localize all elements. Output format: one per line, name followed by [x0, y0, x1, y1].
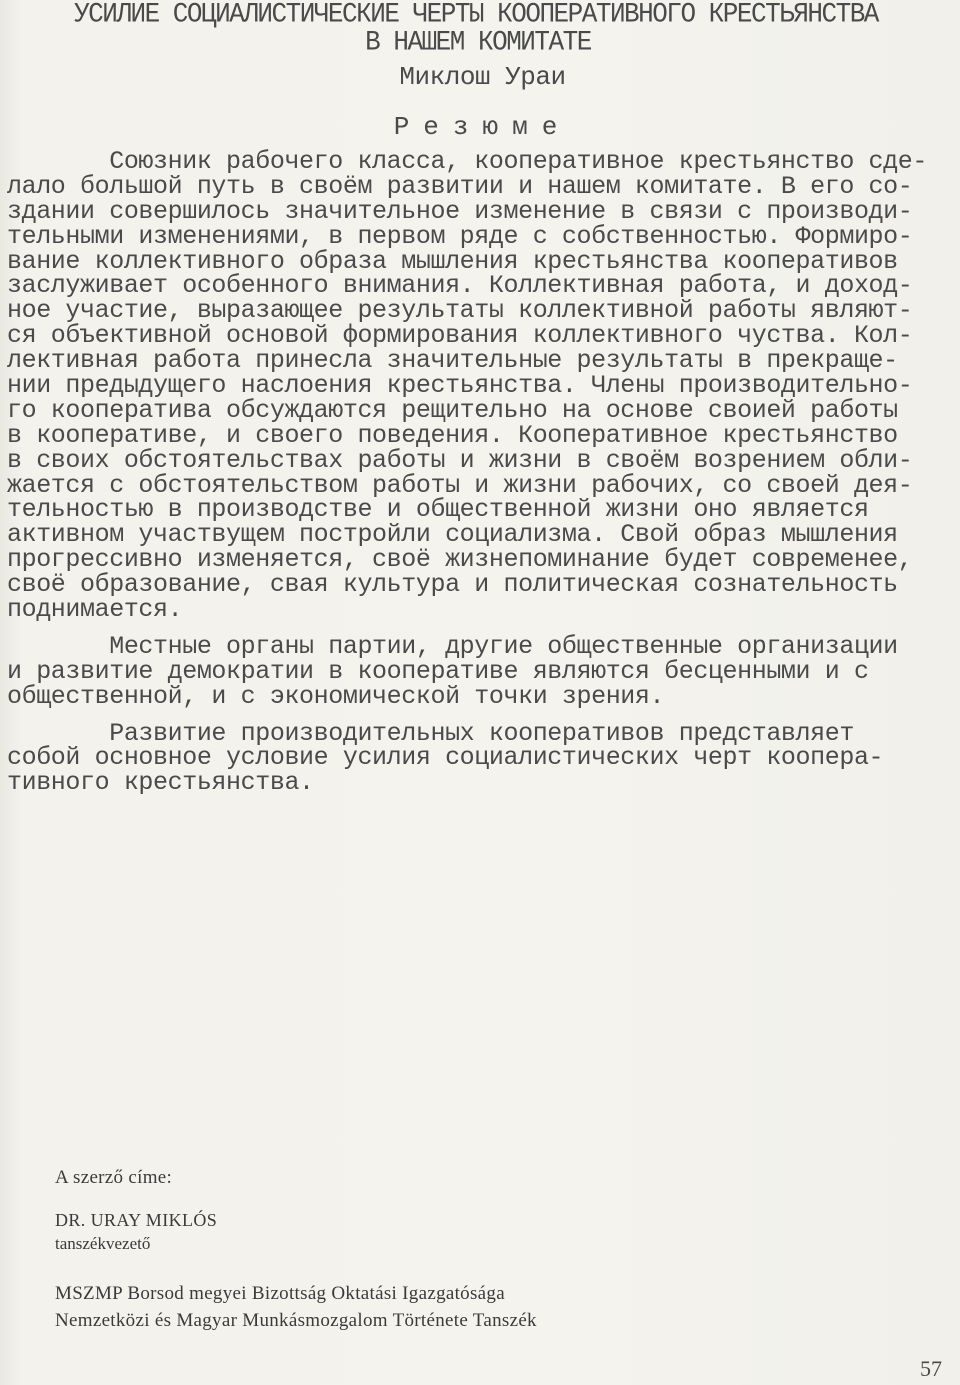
text-line: общественной, и с экономической точки зрения.: [7, 681, 665, 711]
text-line: тивного крестьянства.: [7, 768, 314, 798]
text-line: тельными изменениями, в первом ряде с собственностью. Формиро-: [7, 221, 913, 251]
author-address: [55, 1164, 915, 1334]
text-line: поднимается.: [7, 595, 183, 625]
text-line: ся объективной основой формирования коллективного чуства. Кол-: [7, 321, 913, 351]
paragraph-2: [7, 631, 957, 711]
address-name: DR. URAY MIKLÓS: [55, 1210, 218, 1230]
text-line: го кооператива обсуждаются рещительно на основе своией работы: [7, 395, 898, 425]
text-line: прогрессивно изменяется, своё жизнепоминание будет современее,: [7, 545, 913, 575]
text-line: своё образование, свая культура и политическая сознательность: [7, 570, 898, 600]
address-org-line-1: MSZMP Borsod megyei Bizottság Oktatási Igazgatósága: [55, 1283, 505, 1304]
text-line: в своих обстоятельствах работы и жизни в своём возрением обли-: [7, 445, 913, 475]
text-line: Местные органы партии, другие общественные организации: [7, 631, 898, 661]
resume-body: [7, 147, 957, 798]
title-line-2: В НАШЕМ КОМИТАТЕ: [365, 25, 591, 59]
text-line: здании совершилось значительное изменение в связи с производи-: [7, 196, 913, 226]
text-line: тельностью в производстве и общественной жизни оно является: [7, 495, 869, 525]
text-line: ное участие, выразающее результаты коллективной работы являют-: [7, 296, 913, 326]
text-line: активном участвущем постройли социализма. Свой образ мышления: [7, 520, 898, 550]
text-line: в кооперативе, и своего поведения. Кооперативное крестьянство: [7, 420, 898, 450]
author-name: Миклош Ураи: [399, 62, 566, 92]
text-line: и развитие демократии в кооперативе являются бесценными и с: [7, 656, 869, 686]
text-line: заслуживает особенного внимания. Коллективная работа, и доход-: [7, 271, 913, 301]
text-line: лало большой путь в своём развитии и нашем комитате. В его со-: [7, 171, 913, 201]
address-label: A szerző címe:: [55, 1167, 173, 1188]
resume-heading: Резюме: [393, 112, 572, 142]
title-line-1: УСИЛИЕ СОЦИАЛИСТИЧЕСКИЕ ЧЕРТЫ КООПЕРАТИВНОГО КРЕСТЬЯНСТВА: [74, 0, 878, 31]
paragraph-1: [7, 147, 957, 625]
paragraph-3: [7, 718, 957, 798]
text-line: Развитие производительных кооперативов представляет: [7, 718, 854, 748]
text-line: лективная работа принесла значительные результаты в прекраще-: [7, 346, 898, 376]
article-title: [0, 0, 960, 59]
page-number: 57: [920, 1356, 942, 1381]
text-line: вание коллективного образа мышления крестьянства кооперативов: [7, 246, 898, 276]
text-line: Союзник рабочего класса, кооперативное крестьянство сде-: [7, 147, 927, 176]
text-line: нии предыдущего наслоения крестьянства. Члены производительно-: [7, 371, 913, 401]
text-line: собой основное условие усилия социалистических черт коопера-: [7, 743, 884, 773]
text-line: жается с обстоятельством работы и жизни рабочих, со своей дея-: [7, 470, 913, 500]
address-org-line-2: Nemzetközi és Magyar Munkásmozgalom Története Tanszék: [55, 1310, 537, 1331]
address-role: tanszékvezető: [55, 1234, 151, 1253]
